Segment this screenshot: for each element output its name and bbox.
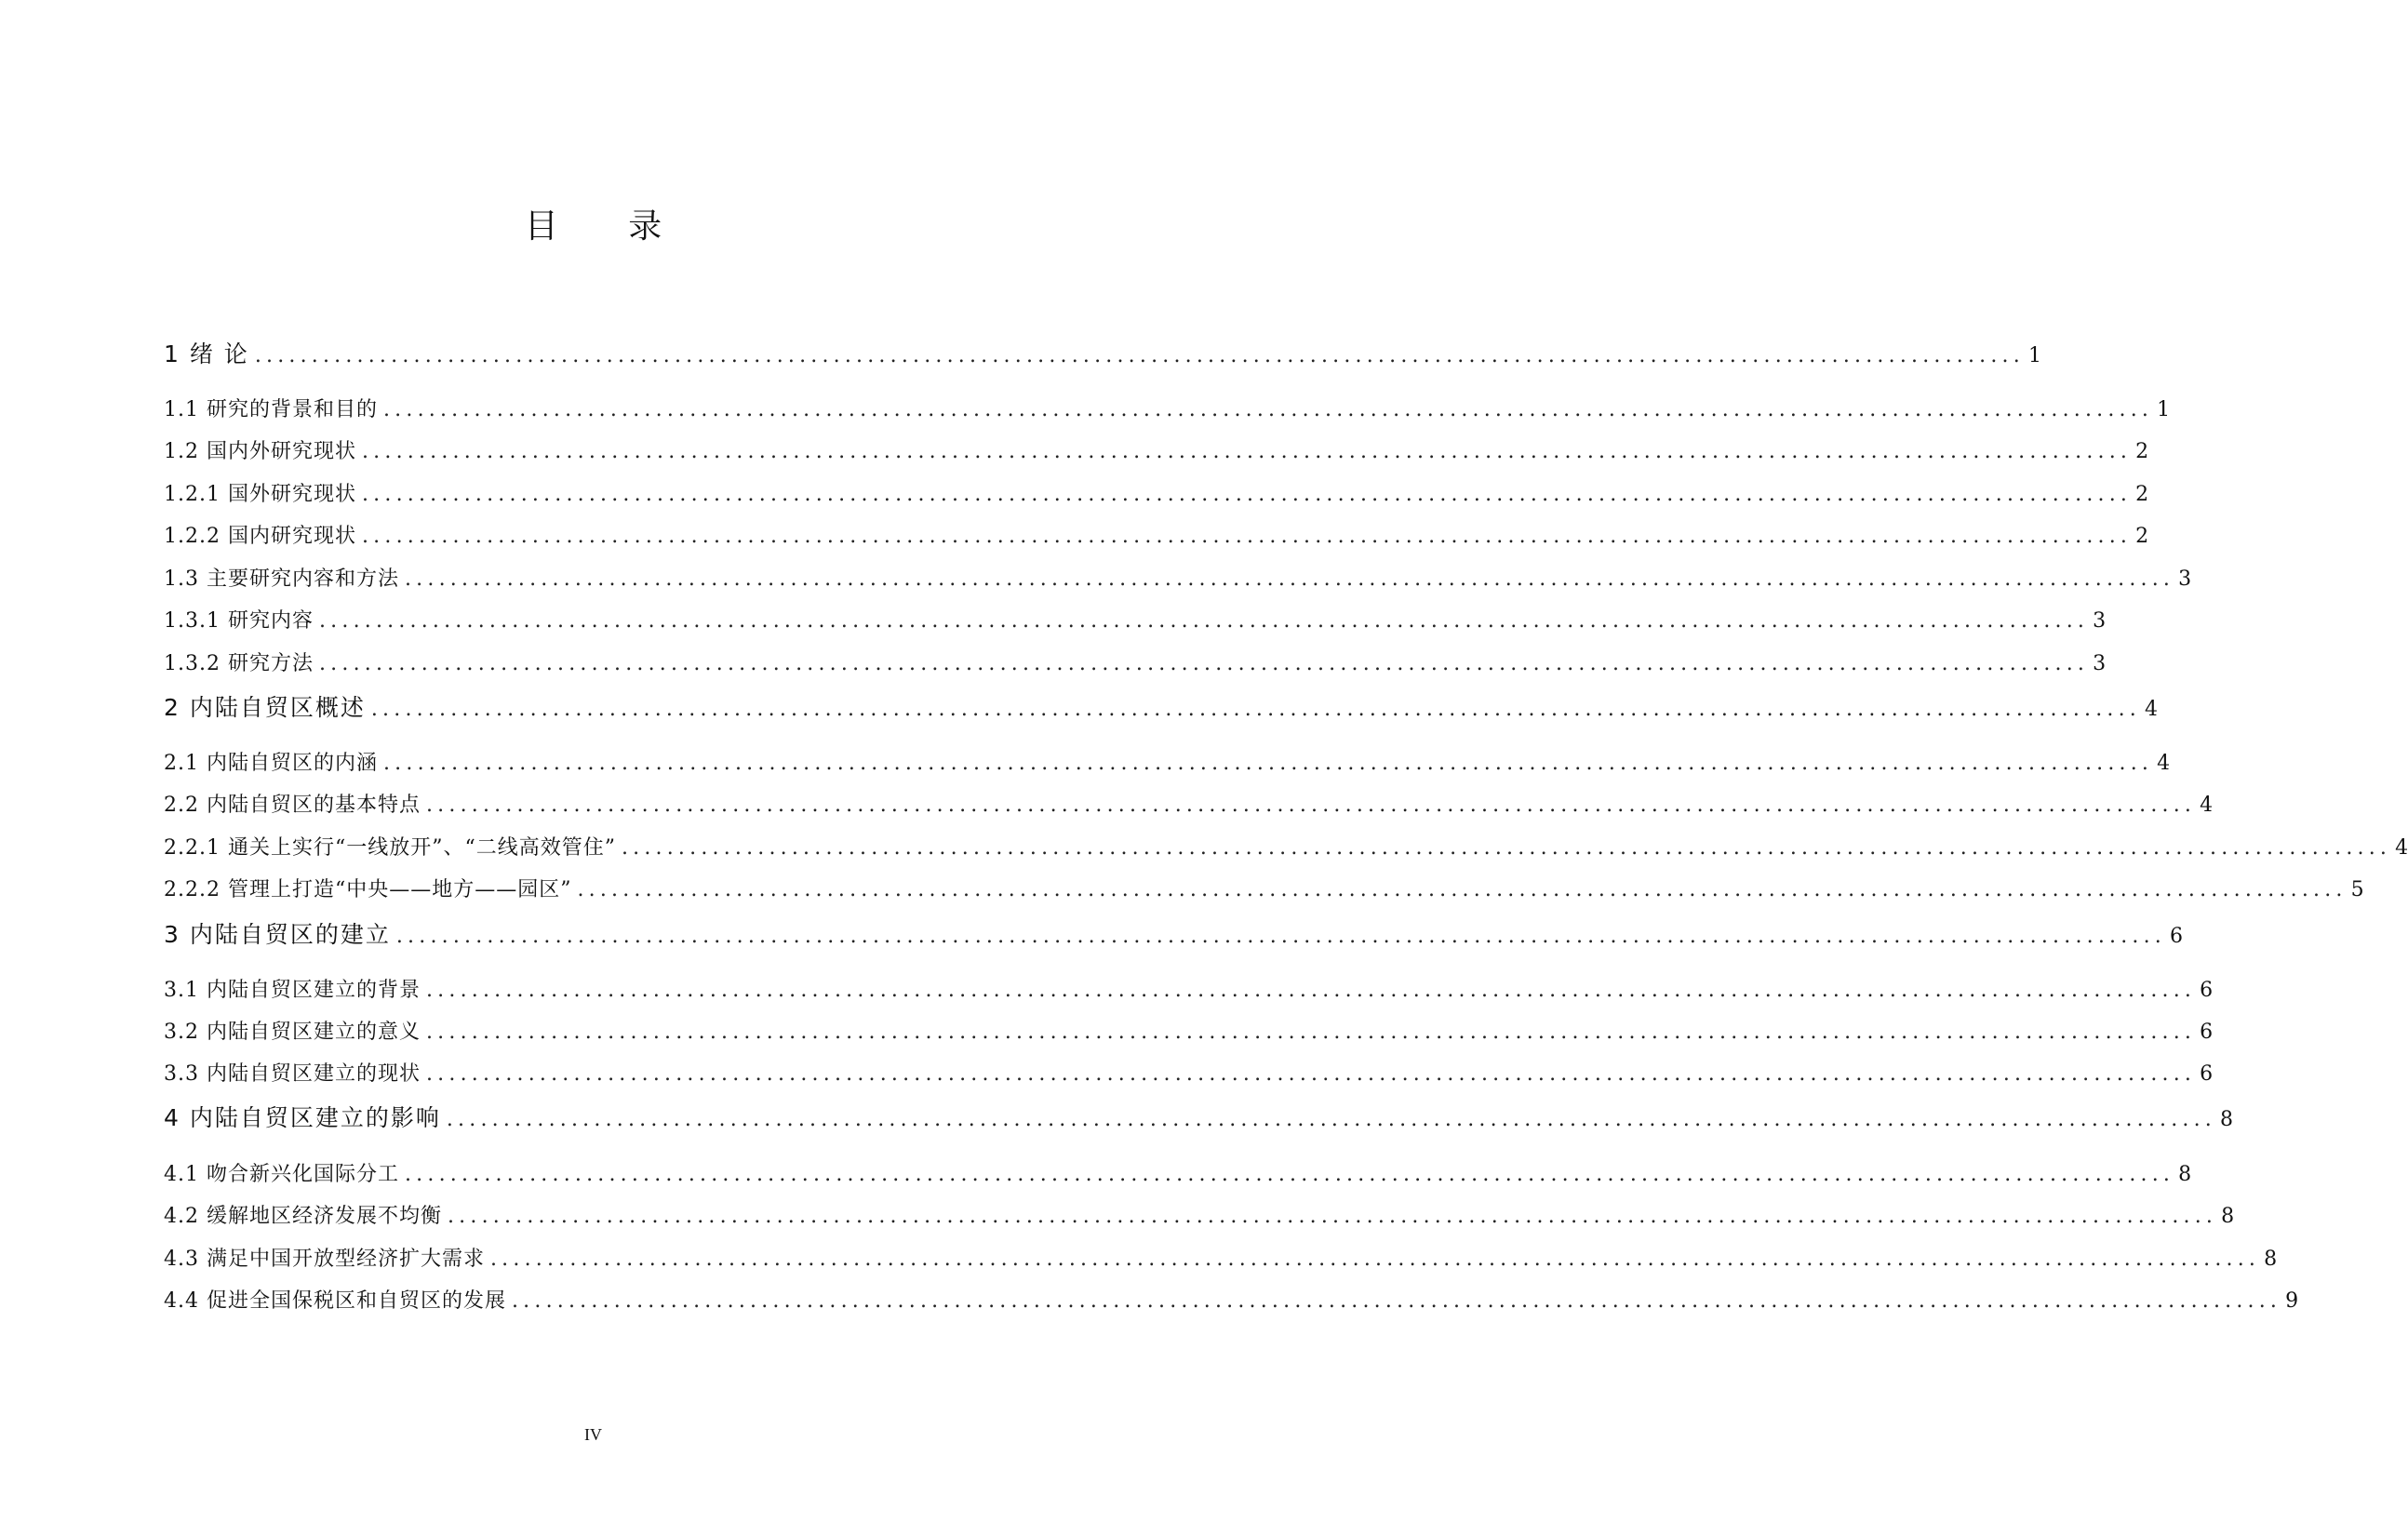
toc-entry-label: 1.3.1 研究内容 <box>164 609 314 633</box>
dot-leader: ............................................................................................................................................................ <box>489 1248 2261 1271</box>
toc-entry-page: 2 <box>2135 525 2149 548</box>
toc-entry-3-1[interactable] <box>164 974 2214 1004</box>
dot-leader: ............................................................................................................................................................ <box>361 440 2133 463</box>
dot-leader: ............................................................................................................................................................ <box>318 609 2090 633</box>
dot-leader: ............................................................................................................................................................ <box>621 836 2392 860</box>
toc-entry-page: 8 <box>2178 1163 2192 1186</box>
toc-entry-1-2[interactable] <box>164 435 2149 465</box>
dot-leader: ............................................................................................................................................................ <box>425 794 2197 817</box>
toc-entry-page: 4 <box>2395 836 2408 860</box>
toc-entry-2-2-1[interactable] <box>164 832 2408 861</box>
toc-entry-label: 2 内陆自贸区概述 <box>164 694 366 721</box>
toc-title: 目 录 <box>524 207 692 246</box>
toc-entry-1-3[interactable] <box>164 563 2192 593</box>
toc-entry-label: 4.3 满足中国开放型经济扩大需求 <box>164 1248 485 1271</box>
toc-entry-4-2[interactable] <box>164 1200 2235 1230</box>
toc-entry-label: 1.2.2 国内研究现状 <box>164 525 356 548</box>
toc-entry-1-1[interactable] <box>164 394 2171 423</box>
toc-entry-page: 6 <box>2170 925 2183 948</box>
toc-entry-2-2[interactable] <box>164 789 2214 819</box>
dot-leader: ............................................................................................................................................................ <box>425 979 2197 1002</box>
toc-entry-label: 1.3.2 研究方法 <box>164 652 314 675</box>
dot-leader: ............................................................................................................................................................ <box>511 1289 2282 1313</box>
toc-entry-page: 8 <box>2221 1205 2235 1228</box>
dot-leader: ............................................................................................................................................................ <box>361 483 2133 506</box>
toc-entry-label: 2.2 内陆自贸区的基本特点 <box>164 794 421 817</box>
toc-entry-page: 1 <box>2157 398 2171 421</box>
toc-entry-label: 2.2.1 通关上实行“一线放开”、“二线高效管住” <box>164 836 616 860</box>
toc-entry-4-1[interactable] <box>164 1158 2192 1188</box>
toc-entry-label: 4.1 吻合新兴化国际分工 <box>164 1163 399 1186</box>
toc-entry-label: 3.3 内陆自贸区建立的现状 <box>164 1062 421 1086</box>
page-number: IV <box>584 1425 602 1444</box>
toc-entry-page: 6 <box>2200 1021 2214 1044</box>
toc-entry-label: 1.1 研究的背景和目的 <box>164 398 378 421</box>
dot-leader: ............................................................................................................................................................ <box>425 1062 2197 1086</box>
toc-entry-1-3-2[interactable] <box>164 647 2107 677</box>
toc-entry-page: 5 <box>2350 878 2364 901</box>
toc-entry-page: 6 <box>2200 1062 2214 1086</box>
dot-leader: ............................................................................................................................................................ <box>404 1163 2175 1186</box>
toc-entry-page: 3 <box>2093 609 2107 633</box>
toc-entry-label: 4.4 促进全国保税区和自贸区的发展 <box>164 1289 506 1313</box>
dot-leader: ............................................................................................................................................................ <box>382 752 2154 775</box>
dot-leader: ............................................................................................................................................................ <box>361 525 2133 548</box>
toc-entry-page: 9 <box>2285 1289 2299 1313</box>
dot-leader: ............................................................................................................................................................ <box>370 698 2141 721</box>
dot-leader: ............................................................................................................................................................ <box>395 925 2166 948</box>
toc-entry-page: 4 <box>2200 794 2214 817</box>
dot-leader: ............................................................................................................................................................ <box>254 344 2025 367</box>
toc-entry-4-4[interactable] <box>164 1285 2299 1315</box>
toc-entry-label: 1 绪 论 <box>164 340 249 367</box>
dot-leader: ............................................................................................................................................................ <box>447 1205 2218 1228</box>
toc-entry-label: 2.2.2 管理上打造“中央——地方——园区” <box>164 878 572 901</box>
dot-leader: ............................................................................................................................................................ <box>577 878 2348 901</box>
dot-leader: ............................................................................................................................................................ <box>404 567 2175 591</box>
toc-entry-1[interactable] <box>164 336 2041 367</box>
toc-entry-page: 8 <box>2220 1108 2233 1131</box>
toc-entry-3-2[interactable] <box>164 1016 2214 1046</box>
dot-leader: ............................................................................................................................................................ <box>382 398 2154 421</box>
toc-entry-label: 1.3 主要研究内容和方法 <box>164 567 399 591</box>
toc-entry-label: 3.1 内陆自贸区建立的背景 <box>164 979 421 1002</box>
toc-entry-1-2-2[interactable] <box>164 520 2149 550</box>
toc-entry-label: 4.2 缓解地区经济发展不均衡 <box>164 1205 442 1228</box>
toc-entry-label: 2.1 内陆自贸区的内涵 <box>164 752 378 775</box>
toc-entry-page: 4 <box>2157 752 2171 775</box>
toc-entry-4[interactable] <box>164 1100 2233 1131</box>
toc-entry-page: 3 <box>2178 567 2192 591</box>
toc-entry-label: 1.2 国内外研究现状 <box>164 440 356 463</box>
toc-entry-page: 4 <box>2145 698 2158 721</box>
toc-entry-page: 2 <box>2135 483 2149 506</box>
toc-entry-3-3[interactable] <box>164 1058 2214 1088</box>
toc-entry-4-3[interactable] <box>164 1243 2278 1273</box>
toc-entry-label: 4 内陆自贸区建立的影响 <box>164 1104 441 1131</box>
toc-entry-page: 2 <box>2135 440 2149 463</box>
dot-leader: ............................................................................................................................................................ <box>425 1021 2197 1044</box>
toc-entry-page: 8 <box>2264 1248 2278 1271</box>
toc-entry-label: 3 内陆自贸区的建立 <box>164 921 391 948</box>
dot-leader: ............................................................................................................................................................ <box>318 652 2090 675</box>
dot-leader: ............................................................................................................................................................ <box>446 1108 2216 1131</box>
toc-entry-page: 3 <box>2093 652 2107 675</box>
toc-entry-2-1[interactable] <box>164 747 2171 777</box>
toc-entry-1-2-1[interactable] <box>164 478 2149 508</box>
toc-entry-2-2-2[interactable] <box>164 874 2364 903</box>
toc-entry-3[interactable] <box>164 916 2183 948</box>
toc-entry-page: 1 <box>2027 344 2041 367</box>
toc-entry-1-3-1[interactable] <box>164 605 2107 634</box>
toc-entry-label: 3.2 内陆自贸区建立的意义 <box>164 1021 421 1044</box>
toc-entry-label: 1.2.1 国外研究现状 <box>164 483 356 506</box>
toc-entry-page: 6 <box>2200 979 2214 1002</box>
toc-entry-2[interactable] <box>164 689 2158 721</box>
